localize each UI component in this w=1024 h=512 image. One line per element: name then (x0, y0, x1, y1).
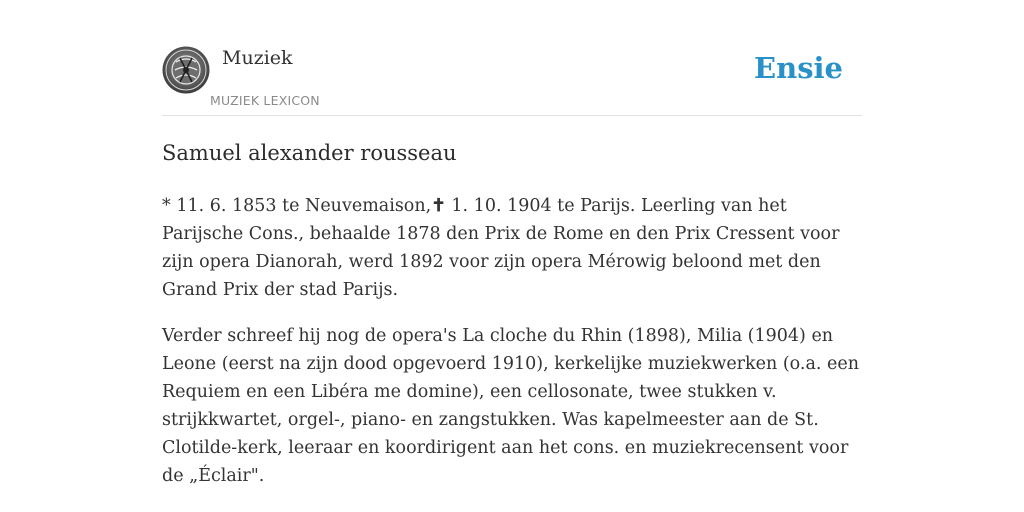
music-emblem-icon[interactable] (162, 46, 210, 94)
site-title[interactable]: Muziek (222, 47, 293, 69)
header-divider (162, 115, 862, 116)
site-header (162, 46, 862, 116)
article-title: Samuel alexander rousseau (162, 141, 457, 165)
site-subtitle: MUZIEK LEXICON (210, 93, 320, 108)
article-paragraph-2: Verder schreef hij nog de opera's La cloche du Rhin (1898), Milia (1904) en Leone (eerst na zijn dood opgevoerd 1910), kerkelijke muziekwerken (o.a. een Requiem en een Libéra me domine), een cellosonate, twee stukken v. strijkkwartet, orgel-, piano- en zangstukken. Was kapelmeester aan de St. Clotilde-kerk, leeraar en koordirigent aan het cons. en muziekrecensent voor de „Éclair". (162, 326, 859, 486)
brand-logo-link[interactable]: Ensie (754, 51, 843, 85)
article-paragraph-1-text: 1. 10. 1904 te Parijs. Leerling van het Parijsche Cons., behaalde 1878 den Prix de Rome en den Prix Cressent voor zijn opera Dianorah, werd 1892 voor zijn opera Mérowig beloond met den Grand Prix der stad Parijs. (162, 196, 840, 300)
article-body (162, 192, 862, 508)
article-paragraph-1 (162, 192, 862, 304)
birth-text: * 11. 6. 1853 te Neuvemaison, (162, 196, 432, 216)
death-cross-icon: ✝ (431, 196, 446, 216)
